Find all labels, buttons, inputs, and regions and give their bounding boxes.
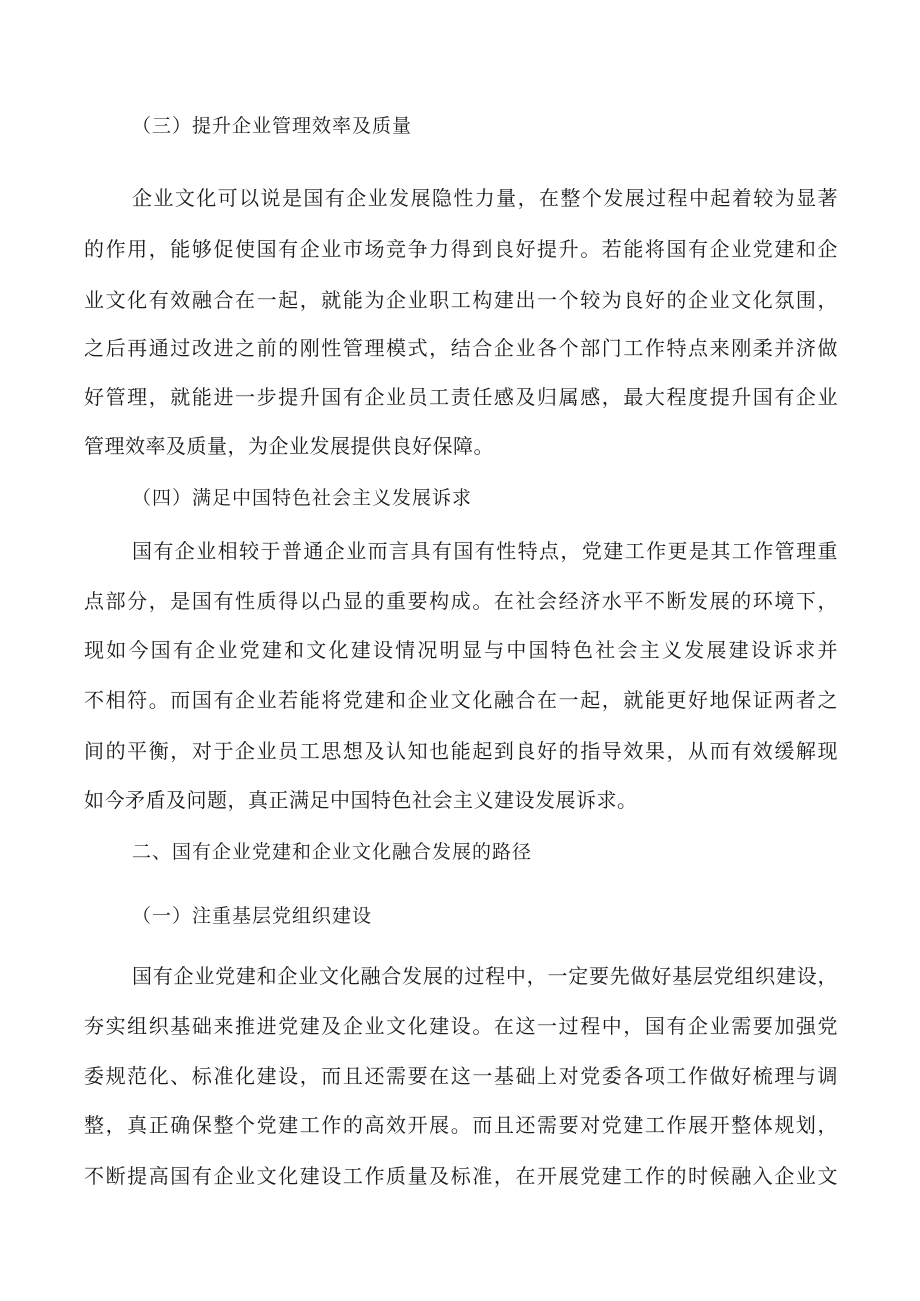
- paragraph-line: 间的平衡，对于企业员工思想及认知也能起到良好的指导效果，从而有效缓解现: [84, 739, 838, 763]
- paragraph-line: 现如今国有企业党建和文化建设情况明显与中国特色社会主义发展建设诉求并: [84, 638, 838, 662]
- paragraph-line: 之后再通过改进之前的刚性管理模式，结合企业各个部门工作特点来刚柔并济做: [84, 336, 838, 360]
- paragraph-line: 夯实组织基础来推进党建及企业文化建设。在这一过程中，国有企业需要加强党: [84, 1014, 838, 1038]
- paragraph-line: 好管理，就能进一步提升国有企业员工责任感及归属感，最大程度提升国有企业: [84, 385, 838, 409]
- part-2-heading: 二、国有企业党建和企业文化融合发展的路径: [132, 841, 533, 863]
- paragraph-line: 企业文化可以说是国有企业发展隐性力量，在整个发展过程中起着较为显著: [132, 186, 838, 210]
- paragraph-line: 管理效率及质量，为企业发展提供良好保障。: [84, 434, 494, 458]
- paragraph-line: 不断提高国有企业文化建设工作质量及标准，在开展党建工作的时候融入企业文: [84, 1164, 838, 1188]
- paragraph-line: 国有企业相较于普通企业而言具有国有性特点，党建工作更是其工作管理重: [132, 539, 838, 563]
- section-4-heading: （四）满足中国特色社会主义发展诉求: [132, 487, 473, 509]
- section-3-heading: （三）提升企业管理效率及质量: [132, 115, 413, 137]
- paragraph-line: 不相符。而国有企业若能将党建和企业文化融合在一起，就能更好地保证两者之: [84, 688, 838, 712]
- paragraph-line: 委规范化、标准化建设，而且还需要在这一基础上对党委各项工作做好梳理与调: [84, 1064, 838, 1088]
- paragraph-line: 国有企业党建和企业文化融合发展的过程中，一定要先做好基层党组织建设，: [132, 964, 838, 988]
- subsection-1-heading: （一）注重基层党组织建设: [132, 905, 373, 927]
- paragraph-line: 业文化有效融合在一起，就能为企业职工构建出一个较为良好的企业文化氛围，: [84, 288, 838, 312]
- paragraph-line: 的作用，能够促使国有企业市场竞争力得到良好提升。若能将国有企业党建和企: [84, 237, 838, 261]
- paragraph-line: 如今矛盾及问题，真正满足中国特色社会主义建设发展诉求。: [84, 788, 638, 812]
- paragraph-line: 整，真正确保整个党建工作的高效开展。而且还需要对党建工作展开整体规划，: [84, 1113, 838, 1137]
- paragraph-line: 点部分，是国有性质得以凸显的重要构成。在社会经济水平不断发展的环境下，: [84, 589, 838, 613]
